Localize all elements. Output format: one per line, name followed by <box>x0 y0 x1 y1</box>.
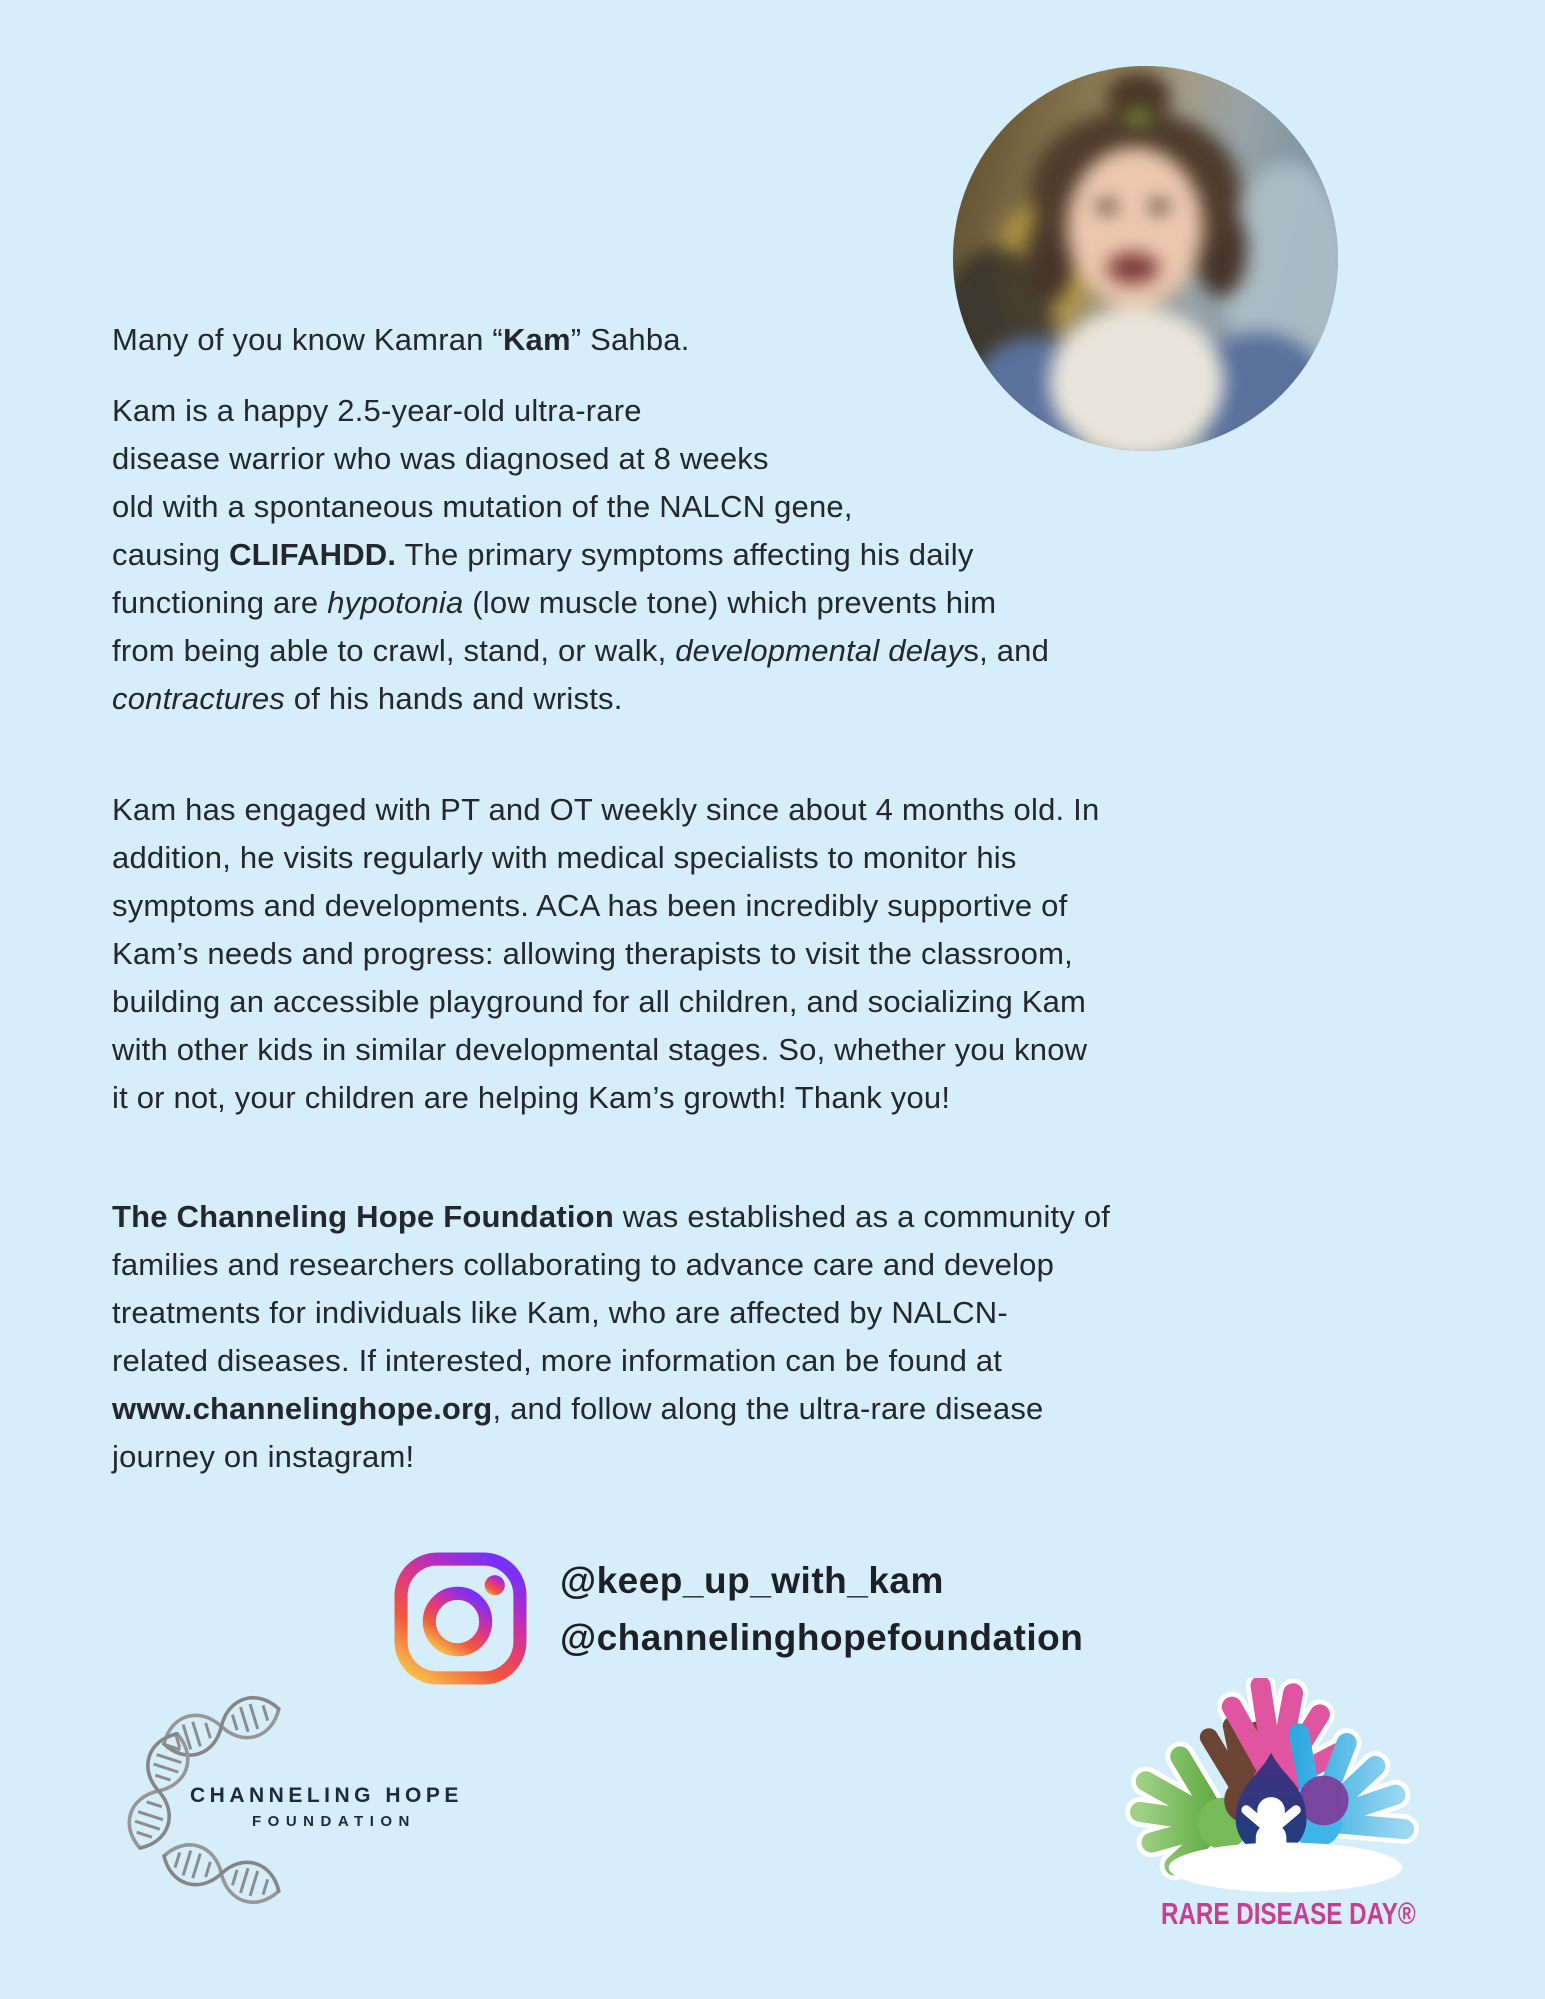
diagnosis-paragraph <box>112 387 1049 723</box>
instagram-handle-kam: @keep_up_with_kam <box>560 1560 944 1601</box>
intro-paragraph <box>112 316 690 364</box>
text-line: contractures of his hands and wrists. <box>112 681 623 716</box>
rare-disease-day-label: RARE DISEASE DAY® <box>1161 1896 1416 1931</box>
text-line: functioning are hypotonia (low muscle tone) which prevents him <box>112 585 997 620</box>
text-line: from being able to crawl, stand, or walk, developmental delays, and <box>112 633 1050 668</box>
text-line: causing CLIFAHDD. The primary symptoms affecting his daily <box>112 537 974 572</box>
text-line: families and researchers collaborating to advance care and develop <box>112 1247 1055 1282</box>
text-line: it or not, your children are helping Kam’s growth! Thank you! <box>112 1080 951 1115</box>
text-line: with other kids in similar developmental stages. So, whether you know <box>112 1032 1088 1067</box>
text-line: symptoms and developments. ACA has been incredibly supportive of <box>112 888 1068 923</box>
text-line: building an accessible playground for all children, and socializing Kam <box>112 984 1087 1019</box>
text-line: journey on instagram! <box>112 1439 415 1474</box>
text-line: addition, he visits regularly with medical specialists to monitor his <box>112 840 1017 875</box>
text-line: www.channelinghope.org, and follow along the ultra-rare disease <box>112 1391 1044 1426</box>
text-line: Kam has engaged with PT and OT weekly since about 4 months old. In <box>112 792 1100 827</box>
hands-icon <box>1118 1678 1428 1898</box>
text-line: The Channeling Hope Foundation was established as a community of <box>112 1199 1111 1234</box>
instagram-handle-foundation: @channelinghopefoundation <box>560 1617 1084 1658</box>
therapy-paragraph <box>112 786 1099 1122</box>
channeling-hope-name: CHANNELING HOPE <box>190 1784 463 1807</box>
text-line: disease warrior who was diagnosed at 8 weeks <box>112 441 769 476</box>
text-line: Kam’s needs and progress: allowing therapists to visit the classroom, <box>112 936 1073 971</box>
text-line: Kam is a happy 2.5-year-old ultra-rare <box>112 393 642 428</box>
instagram-icon <box>393 1551 528 1686</box>
text-line: related diseases. If interested, more information can be found at <box>112 1343 1003 1378</box>
channeling-hope-subtitle: FOUNDATION <box>252 1813 416 1830</box>
text-line: Many of you know Kamran “Kam” Sahba. <box>112 322 690 357</box>
text-line: treatments for individuals like Kam, who are affected by NALCN- <box>112 1295 1008 1330</box>
text-line: old with a spontaneous mutation of the NALCN gene, <box>112 489 853 524</box>
foundation-paragraph <box>112 1193 1110 1481</box>
